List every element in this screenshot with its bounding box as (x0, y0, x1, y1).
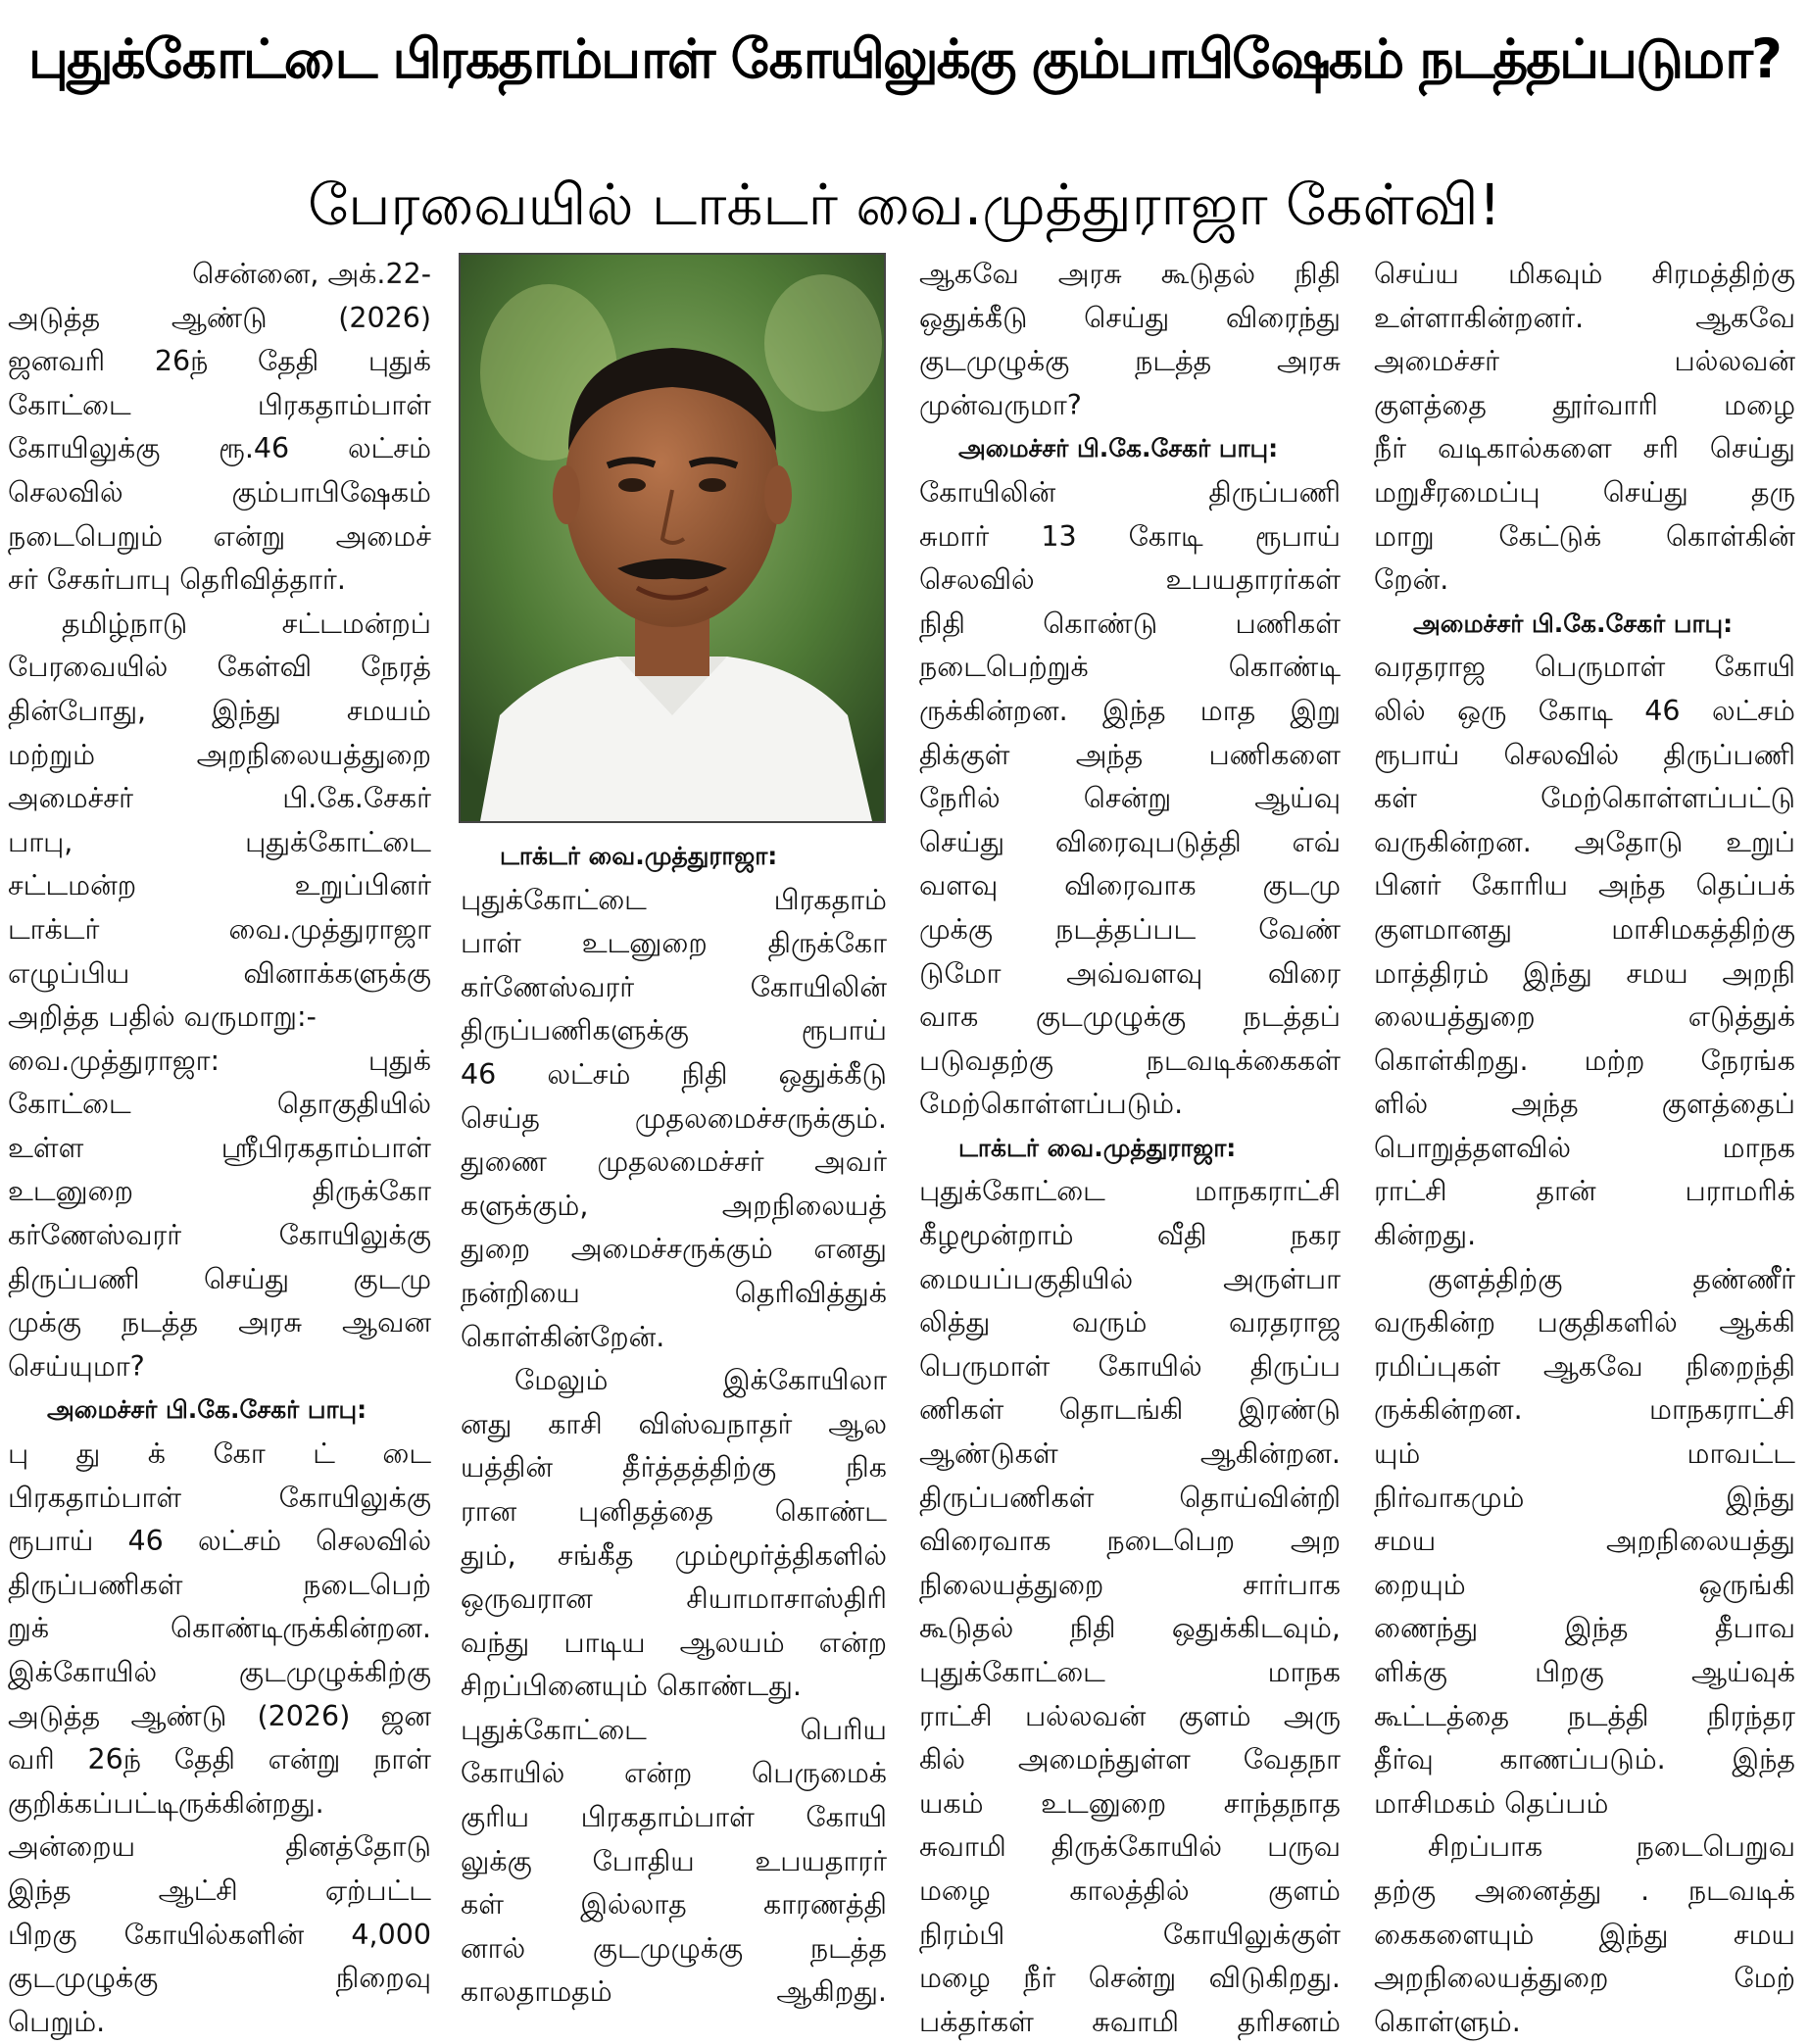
text-line: செய்து விரைவுபடுத்தி எவ் (919, 825, 1341, 858)
text-line: திக்குள் அந்த பணிகளை (919, 738, 1341, 771)
text-line: றேன். (1374, 563, 1449, 597)
text-line: தமிழ்நாடு சட்டமன்றப் (62, 607, 431, 640)
text-line: துறை அமைச்சருக்கும் எனது (461, 1233, 887, 1266)
text-line: பிரகதாம்பாள் கோயிலுக்கு (8, 1481, 431, 1514)
text-line: உள்ளாகின்றனர். ஆகவே (1374, 301, 1795, 334)
text-line: முன்வருமா? (919, 388, 1082, 421)
text-line: அமைச்சர் பி.கே.சேகர் (8, 782, 431, 815)
text-line: மற்றும் அறநிலையத்துறை (8, 738, 431, 771)
text-line: ருக்கின்றன. மாநகராட்சி (1374, 1393, 1795, 1427)
text-line: ஆகவே அரசு கூடுதல் நிதி (919, 258, 1341, 290)
article-column-4 (1374, 253, 1795, 2044)
text-line: ஒருவரான சியாமாசாஸ்திரி (461, 1582, 887, 1616)
text-line: சென்னை, அக்.22- (192, 258, 431, 290)
text-line: அடுத்த ஆண்டு (2026) (8, 301, 431, 334)
text-line: கின்றது. (1374, 1219, 1477, 1252)
text-line: சட்டமன்ற உறுப்பினர் (8, 869, 431, 902)
text-line: காலதாமதம் ஆகிறது. (461, 1975, 887, 2009)
text-line: படுவதற்கு நடவடிக்கைகள் (919, 1044, 1341, 1077)
text-line: நடைபெற்றுக் கொண்டி (919, 651, 1341, 684)
text-line: கர்ணேஸ்வரர் கோயிலுக்கு (8, 1219, 431, 1252)
text-line: கொள்ளும். (1374, 2005, 1521, 2038)
text-line: ருக்கின்றன. இந்த மாத இறு (919, 694, 1341, 727)
text-line: பிறகு கோயில்களின் 4,000 (8, 1918, 431, 1951)
text-line: கோட்டை தொகுதியில் (8, 1088, 431, 1121)
portrait-photo-icon (461, 255, 884, 821)
text-line: ஜனவரி 26ந் தேதி புதுக் (8, 345, 431, 378)
text-line: வருகின்றன. அதோடு உறுப் (1374, 825, 1795, 858)
text-line: மாறு கேட்டுக் கொள்கின் (1374, 519, 1795, 553)
text-line: கோயில் என்ற பெருமைக் (461, 1757, 887, 1790)
text-line: திருப்பணிகள் நடைபெற் (8, 1568, 431, 1601)
text-line: கைகளையும் இந்து சமய (1374, 1918, 1795, 1951)
text-line: 46 லட்சம் நிதி ஒதுக்கீடு (461, 1057, 887, 1091)
text-line: ராட்சி தான் பராமரிக் (1374, 1175, 1795, 1208)
text-line: றையும் ஒருங்கி (1374, 1568, 1795, 1601)
text-line: கூடுதல் நிதி ஒதுக்கிடவும், (919, 1612, 1341, 1645)
text-line: மாத்திரம் இந்து சமய அறநி (1374, 956, 1795, 990)
text-line: னது காசி விஸ்வநாதர் ஆல (461, 1407, 887, 1440)
text-line: மாசிமகம் தெப்பம் (1374, 1786, 1609, 1820)
text-line: முக்கு நடத்த அரசு ஆவன (8, 1306, 431, 1339)
article-column-3 (919, 253, 1341, 2044)
text-line: டாக்டர் வை.முத்துராஜா (8, 912, 431, 946)
text-line: நிரம்பி கோயிலுக்குள் (919, 1918, 1341, 1951)
text-line: திருப்பணிகளுக்கு ரூபாய் (461, 1014, 887, 1047)
text-line: பெறும். (8, 2005, 106, 2038)
speaker-label: டாக்டர் வை.முத்துராஜா: (500, 842, 778, 870)
text-line: யகம் உடனுறை சாந்தநாத (919, 1786, 1341, 1820)
text-line: பக்தர்கள் சுவாமி தரிசனம் (919, 2005, 1341, 2038)
text-line: கொள்கின்றேன். (461, 1320, 665, 1353)
text-line: லித்து வரும் வரதராஜ (919, 1306, 1341, 1339)
text-line: ஒதுக்கீடு செய்து விரைந்து (919, 301, 1341, 334)
text-line: எழுப்பிய வினாக்களுக்கு (8, 956, 431, 990)
text-line: இந்த ஆட்சி ஏற்பட்ட (8, 1874, 431, 1907)
article-column-2 (461, 835, 887, 2015)
text-line: நிர்வாகமும் இந்து (1374, 1481, 1795, 1514)
text-line: புதுக்கோட்டை மாநகராட்சி (919, 1175, 1341, 1208)
text-line: வை.முத்துராஜா: புதுக் (8, 1044, 431, 1077)
text-line: செய்த முதலமைச்சருக்கும். (461, 1101, 887, 1135)
text-line: களுக்கும், அறநிலையத் (461, 1189, 887, 1222)
text-line: மேலும் இக்கோயிலா (514, 1364, 887, 1397)
article-column-1 (8, 253, 431, 2044)
text-line: கீழமூன்றாம் வீதி நகர (919, 1219, 1341, 1252)
text-line: குரிய பிரகதாம்பாள் கோயி (461, 1801, 887, 1834)
text-line: லுக்கு போதிய உபயதாரர் (461, 1844, 887, 1877)
text-line: இக்கோயில் குடமுழுக்கிற்கு (8, 1656, 431, 1688)
text-line: கோயிலுக்கு ரூ.46 லட்சம் (8, 432, 431, 465)
text-line: வரதராஜ பெருமாள் கோயி (1374, 651, 1795, 684)
text-line: அமைச்சர் பல்லவன் (1374, 345, 1795, 378)
text-line: முக்கு நடத்தப்பட வேண் (919, 912, 1341, 946)
text-line: ணிகள் தொடங்கி இரண்டு (919, 1393, 1341, 1427)
text-line: மறுசீரமைப்பு செய்து தரு (1374, 475, 1795, 509)
text-line: கொள்கிறது. மற்ற நேரங்க (1374, 1044, 1795, 1077)
text-line: கோட்டை பிரகதாம்பாள் (8, 388, 431, 421)
text-line: திருப்பணி செய்து குடமு (8, 1262, 431, 1295)
text-line: கூட்டத்தை நடத்தி நிரந்தர (1374, 1699, 1795, 1732)
text-line: செய்யுமா? (8, 1349, 145, 1383)
headline: புதுக்கோட்டை பிரகதாம்பாள் கோயிலுக்கு கும்பாபிஷேகம் நடத்தப்படுமா? (28, 27, 1781, 90)
text-line: சிறப்பாக நடைபெறுவ (1428, 1830, 1795, 1864)
text-line: செலவில் கும்பாபிஷேகம் (8, 475, 431, 509)
text-line: குளமானது மாசிமகத்திற்கு (1374, 912, 1795, 946)
text-line: கோயிலின் திருப்பணி (919, 475, 1341, 509)
text-line: தின்போது, இந்து சமயம் (8, 694, 431, 727)
text-line: நடைபெறும் என்று அமைச் (8, 519, 431, 553)
text-line: மழை நீர் சென்று விடுகிறது. (919, 1962, 1341, 1995)
text-line: பாபு, புதுக்கோட்டை (8, 825, 431, 858)
text-line: வளவு விரைவாக குடமு (919, 869, 1341, 902)
text-line: புதுக்கோட்டை மாநக (919, 1656, 1341, 1688)
text-line: சிறப்பினையும் கொண்டது. (461, 1670, 802, 1703)
speaker-label: டாக்டர் வை.முத்துராஜா: (958, 1133, 1237, 1162)
text-line: குறிக்கப்பட்டிருக்கின்றது. (8, 1786, 324, 1820)
text-line: அறித்த பதில் வருமாறு:- (8, 1000, 317, 1034)
text-line: அன்றைய தினத்தோடு (8, 1830, 431, 1864)
text-line: றுக் கொண்டிருக்கின்றன. (8, 1612, 431, 1645)
text-line: புதுக்கோட்டை பெரிய (461, 1713, 887, 1746)
text-line: ரமிப்புகள் ஆகவே நிறைந்தி (1374, 1349, 1795, 1383)
speaker-label: அமைச்சர் பி.கே.சேகர் பாபு: (958, 434, 1279, 463)
text-line: டுமோ அவ்வளவு விரை (919, 956, 1341, 990)
text-line: குளத்திற்கு தண்ணீர் (1428, 1262, 1795, 1295)
text-line: வாக குடமுழுக்கு நடத்தப் (919, 1000, 1341, 1034)
text-line: கர்ணேஸ்வரர் கோயிலின் (461, 970, 887, 1003)
text-line: யத்தின் தீர்த்தத்திற்கு நிக (461, 1451, 887, 1484)
text-line: கள் இல்லாத காரணத்தி (461, 1888, 887, 1922)
text-line: பாள் உடனுறை திருக்கோ (461, 927, 887, 960)
text-line: னால் குடமுழுக்கு நடத்த (461, 1931, 887, 1965)
text-line: கில் அமைந்துள்ள வேதநா (919, 1743, 1341, 1776)
text-line: சமய அறநிலையத்து (1374, 1525, 1795, 1558)
text-line: பொறுத்தளவில் மாநக (1374, 1131, 1795, 1164)
text-line: ளிக்கு பிறகு ஆய்வுக் (1374, 1656, 1795, 1688)
text-line: செலவில் உபயதாரர்கள் (919, 563, 1341, 597)
text-line: செய்ய மிகவும் சிரமத்திற்கு (1374, 258, 1795, 290)
text-line: சுவாமி திருக்கோயில் பருவ (919, 1830, 1341, 1864)
text-line: துணை முதலமைச்சர் அவர் (461, 1145, 887, 1179)
text-line: தீர்வு காணப்படும். இந்த (1374, 1743, 1795, 1776)
text-line: ணைந்து இந்த தீபாவ (1374, 1612, 1795, 1645)
text-line: அறநிலையத்துறை மேற் (1374, 1962, 1795, 1995)
subheadline: பேரவையில் டாக்டர் வை.முத்துராஜா கேள்வி! (308, 171, 1501, 238)
text-line: நேரில் சென்று ஆய்வு (919, 782, 1341, 815)
text-line: குடமுழுக்கு நடத்த அரசு (919, 345, 1341, 378)
text-line: பேரவையில் கேள்வி நேரத் (8, 651, 431, 684)
text-line: நன்றியை தெரிவித்துக் (461, 1276, 887, 1309)
speaker-label: அமைச்சர் பி.கே.சேகர் பாபு: (1413, 608, 1734, 638)
text-line: பு து க் கோ ட் டை (8, 1437, 431, 1471)
text-line: மேற்கொள்ளப்படும். (919, 1088, 1184, 1121)
text-line: சர் சேகர்பாபு தெரிவித்தார். (8, 563, 346, 597)
text-line: ரான புனிதத்தை கொண்ட (461, 1494, 887, 1528)
speaker-label: அமைச்சர் பி.கே.சேகர் பாபு: (47, 1395, 367, 1425)
text-line: விரைவாக நடைபெற அற (919, 1525, 1341, 1558)
text-line: உடனுறை திருக்கோ (8, 1175, 431, 1208)
text-line: புதுக்கோட்டை பிரகதாம் (461, 883, 887, 916)
text-line: சுமார் 13 கோடி ரூபாய் (919, 519, 1341, 553)
text-line: உள்ள ஸ்ரீபிரகதாம்பாள் (8, 1131, 431, 1164)
text-line: குளத்தை தூர்வாரி மழை (1374, 388, 1795, 421)
text-line: கள் மேற்கொள்ளப்பட்டு (1374, 782, 1795, 815)
text-line: யும் மாவட்ட (1374, 1437, 1795, 1471)
text-line: குடமுழுக்கு நிறைவு (8, 1962, 431, 1995)
text-line: ராட்சி பல்லவன் குளம் அரு (919, 1699, 1341, 1732)
portrait-photo (459, 253, 886, 823)
text-line: ரூபாய் செலவில் திருப்பணி (1374, 738, 1795, 771)
text-line: லையத்துறை எடுத்துக் (1374, 1000, 1795, 1034)
text-line: பினர் கோரிய அந்த தெப்பக் (1374, 869, 1795, 902)
text-line: ஆண்டுகள் ஆகின்றன. (919, 1437, 1341, 1471)
text-line: அடுத்த ஆண்டு (2026) ஜன (8, 1699, 431, 1732)
text-line: பெருமாள் கோயில் திருப்ப (919, 1349, 1341, 1383)
text-line: நீர் வடிகால்களை சரி செய்து (1374, 432, 1795, 465)
text-line: ரூபாய் 46 லட்சம் செலவில் (8, 1525, 431, 1558)
text-line: மையப்பகுதியில் அருள்பா (919, 1262, 1341, 1295)
text-line: வந்து பாடிய ஆலயம் என்ற (461, 1626, 887, 1659)
text-line: தும், சங்கீத மும்மூர்த்திகளில் (461, 1538, 887, 1572)
text-line: நிலையத்துறை சார்பாக (919, 1568, 1341, 1601)
text-line: தற்கு அனைத்து . நடவடிக் (1374, 1874, 1795, 1907)
text-line: மழை காலத்தில் குளம் (919, 1874, 1341, 1907)
text-line: வரி 26ந் தேதி என்று நாள் (8, 1743, 431, 1776)
text-line: நிதி கொண்டு பணிகள் (919, 607, 1341, 640)
text-line: ளில் அந்த குளத்தைப் (1374, 1088, 1795, 1121)
text-line: லில் ஒரு கோடி 46 லட்சம் (1374, 694, 1795, 727)
text-line: வருகின்ற பகுதிகளில் ஆக்கி (1374, 1306, 1795, 1339)
text-line: திருப்பணிகள் தொய்வின்றி (919, 1481, 1341, 1514)
